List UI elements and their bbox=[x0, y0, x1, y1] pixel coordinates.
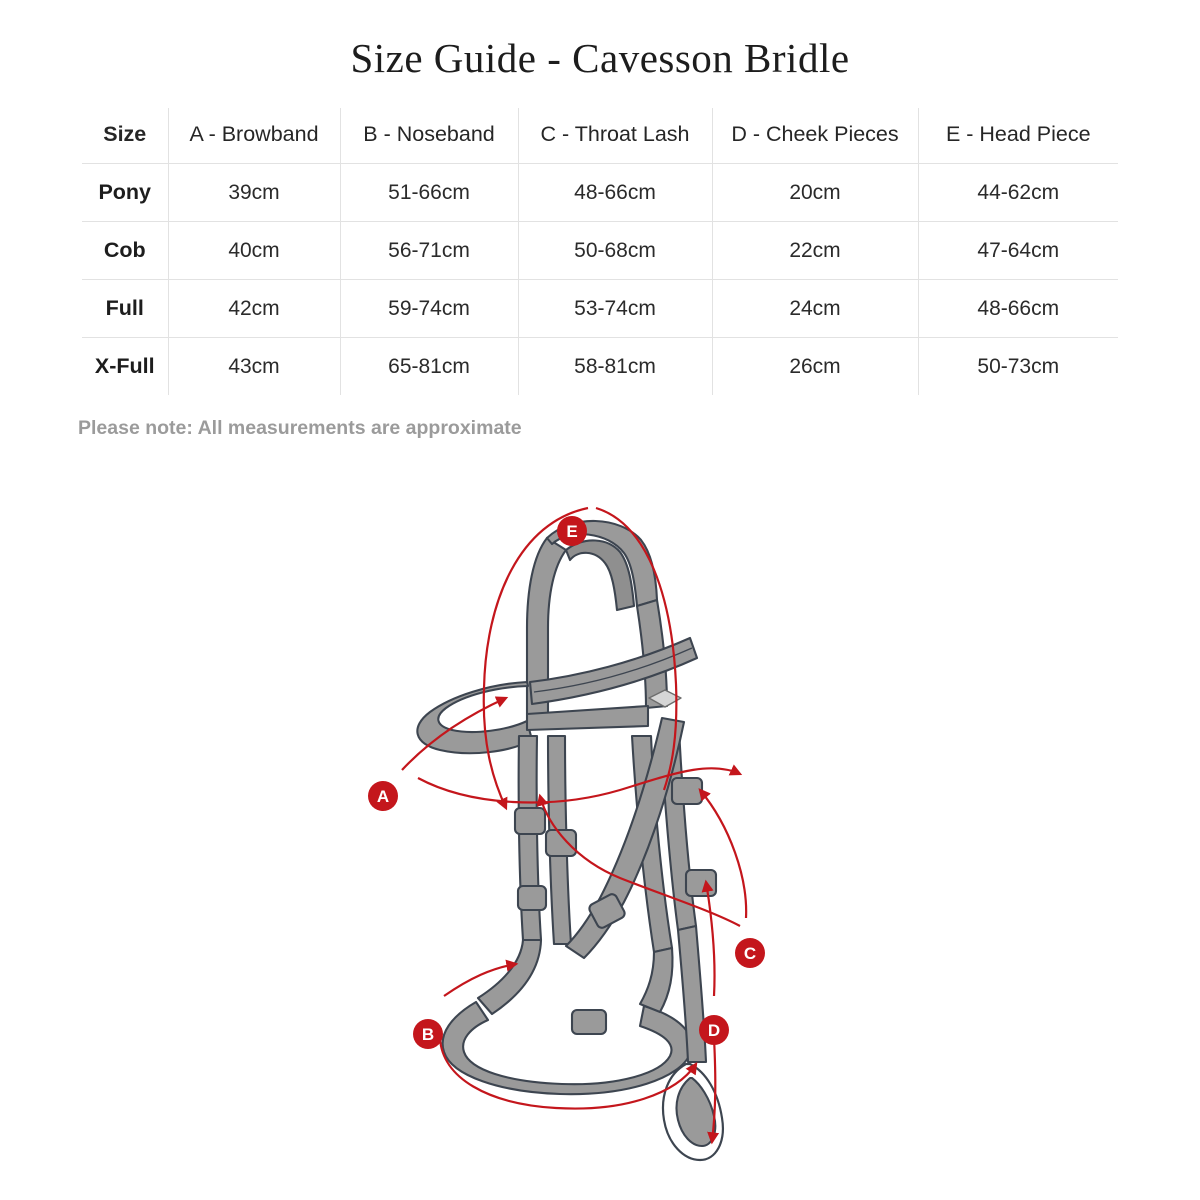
table-row bbox=[82, 164, 1118, 222]
arrow-throat-lash-up bbox=[700, 790, 746, 918]
table-row bbox=[82, 280, 1118, 338]
cell-head-piece: 47-64cm bbox=[918, 222, 1118, 280]
column-header-throat-lash: C - Throat Lash bbox=[518, 108, 712, 164]
column-header-noseband: B - Noseband bbox=[340, 108, 518, 164]
callout-label-d: D bbox=[707, 1021, 721, 1040]
column-header-cheek-pieces: D - Cheek Pieces bbox=[712, 108, 918, 164]
cell-cheek-pieces: 26cm bbox=[712, 338, 918, 396]
noseband-left-riser bbox=[478, 940, 541, 1014]
arrow-cheek-up bbox=[706, 882, 715, 996]
cell-cheek-pieces: 20cm bbox=[712, 164, 918, 222]
table-body bbox=[82, 164, 1118, 396]
cell-cheek-pieces: 24cm bbox=[712, 280, 918, 338]
browband-left-loop bbox=[417, 682, 532, 753]
cell-throat-lash: 53-74cm bbox=[518, 280, 712, 338]
column-header-size: Size bbox=[82, 108, 168, 164]
callout-label-b: B bbox=[421, 1025, 435, 1044]
cell-size: Cob bbox=[82, 222, 168, 280]
cell-browband: 40cm bbox=[168, 222, 340, 280]
callout-label-c: C bbox=[743, 944, 757, 963]
rein-loop-inner bbox=[677, 1078, 716, 1146]
cell-browband: 39cm bbox=[168, 164, 340, 222]
cell-head-piece: 48-66cm bbox=[918, 280, 1118, 338]
cell-noseband: 59-74cm bbox=[340, 280, 518, 338]
cell-size: Full bbox=[82, 280, 168, 338]
table-header-row bbox=[82, 108, 1118, 164]
cell-head-piece: 50-73cm bbox=[918, 338, 1118, 396]
cell-head-piece: 44-62cm bbox=[918, 164, 1118, 222]
cell-throat-lash: 50-68cm bbox=[518, 222, 712, 280]
buckle-left-lower bbox=[518, 886, 546, 910]
cell-noseband: 65-81cm bbox=[340, 338, 518, 396]
buckle-right-upper bbox=[672, 778, 702, 804]
cell-throat-lash: 58-81cm bbox=[518, 338, 712, 396]
column-header-browband: A - Browband bbox=[168, 108, 340, 164]
table-header bbox=[82, 108, 1118, 164]
table-row bbox=[82, 338, 1118, 396]
cell-throat-lash: 48-66cm bbox=[518, 164, 712, 222]
page-title: Size Guide - Cavesson Bridle bbox=[350, 35, 850, 81]
buckle-left-outer bbox=[515, 808, 545, 834]
size-table-container bbox=[82, 108, 1118, 395]
callout-label-a: A bbox=[376, 787, 390, 806]
column-header-head-piece: E - Head Piece bbox=[918, 108, 1118, 164]
cell-browband: 42cm bbox=[168, 280, 340, 338]
cell-size: X-Full bbox=[82, 338, 168, 396]
table-row bbox=[82, 222, 1118, 280]
cell-cheek-pieces: 22cm bbox=[712, 222, 918, 280]
size-table bbox=[82, 108, 1118, 395]
buckle-noseband bbox=[572, 1010, 606, 1034]
noseband-oval bbox=[443, 1002, 692, 1094]
cell-noseband: 51-66cm bbox=[340, 164, 518, 222]
cell-browband: 43cm bbox=[168, 338, 340, 396]
measurement-note: Please note: All measurements are approximate bbox=[78, 417, 522, 439]
cell-size: Pony bbox=[82, 164, 168, 222]
bridle-illustration bbox=[417, 521, 723, 1160]
bridle-diagram bbox=[0, 478, 1200, 1200]
noseband-right-riser bbox=[640, 948, 673, 1012]
cell-noseband: 56-71cm bbox=[340, 222, 518, 280]
callout-label-e: E bbox=[566, 522, 578, 541]
buckle-right-lower bbox=[686, 870, 716, 896]
